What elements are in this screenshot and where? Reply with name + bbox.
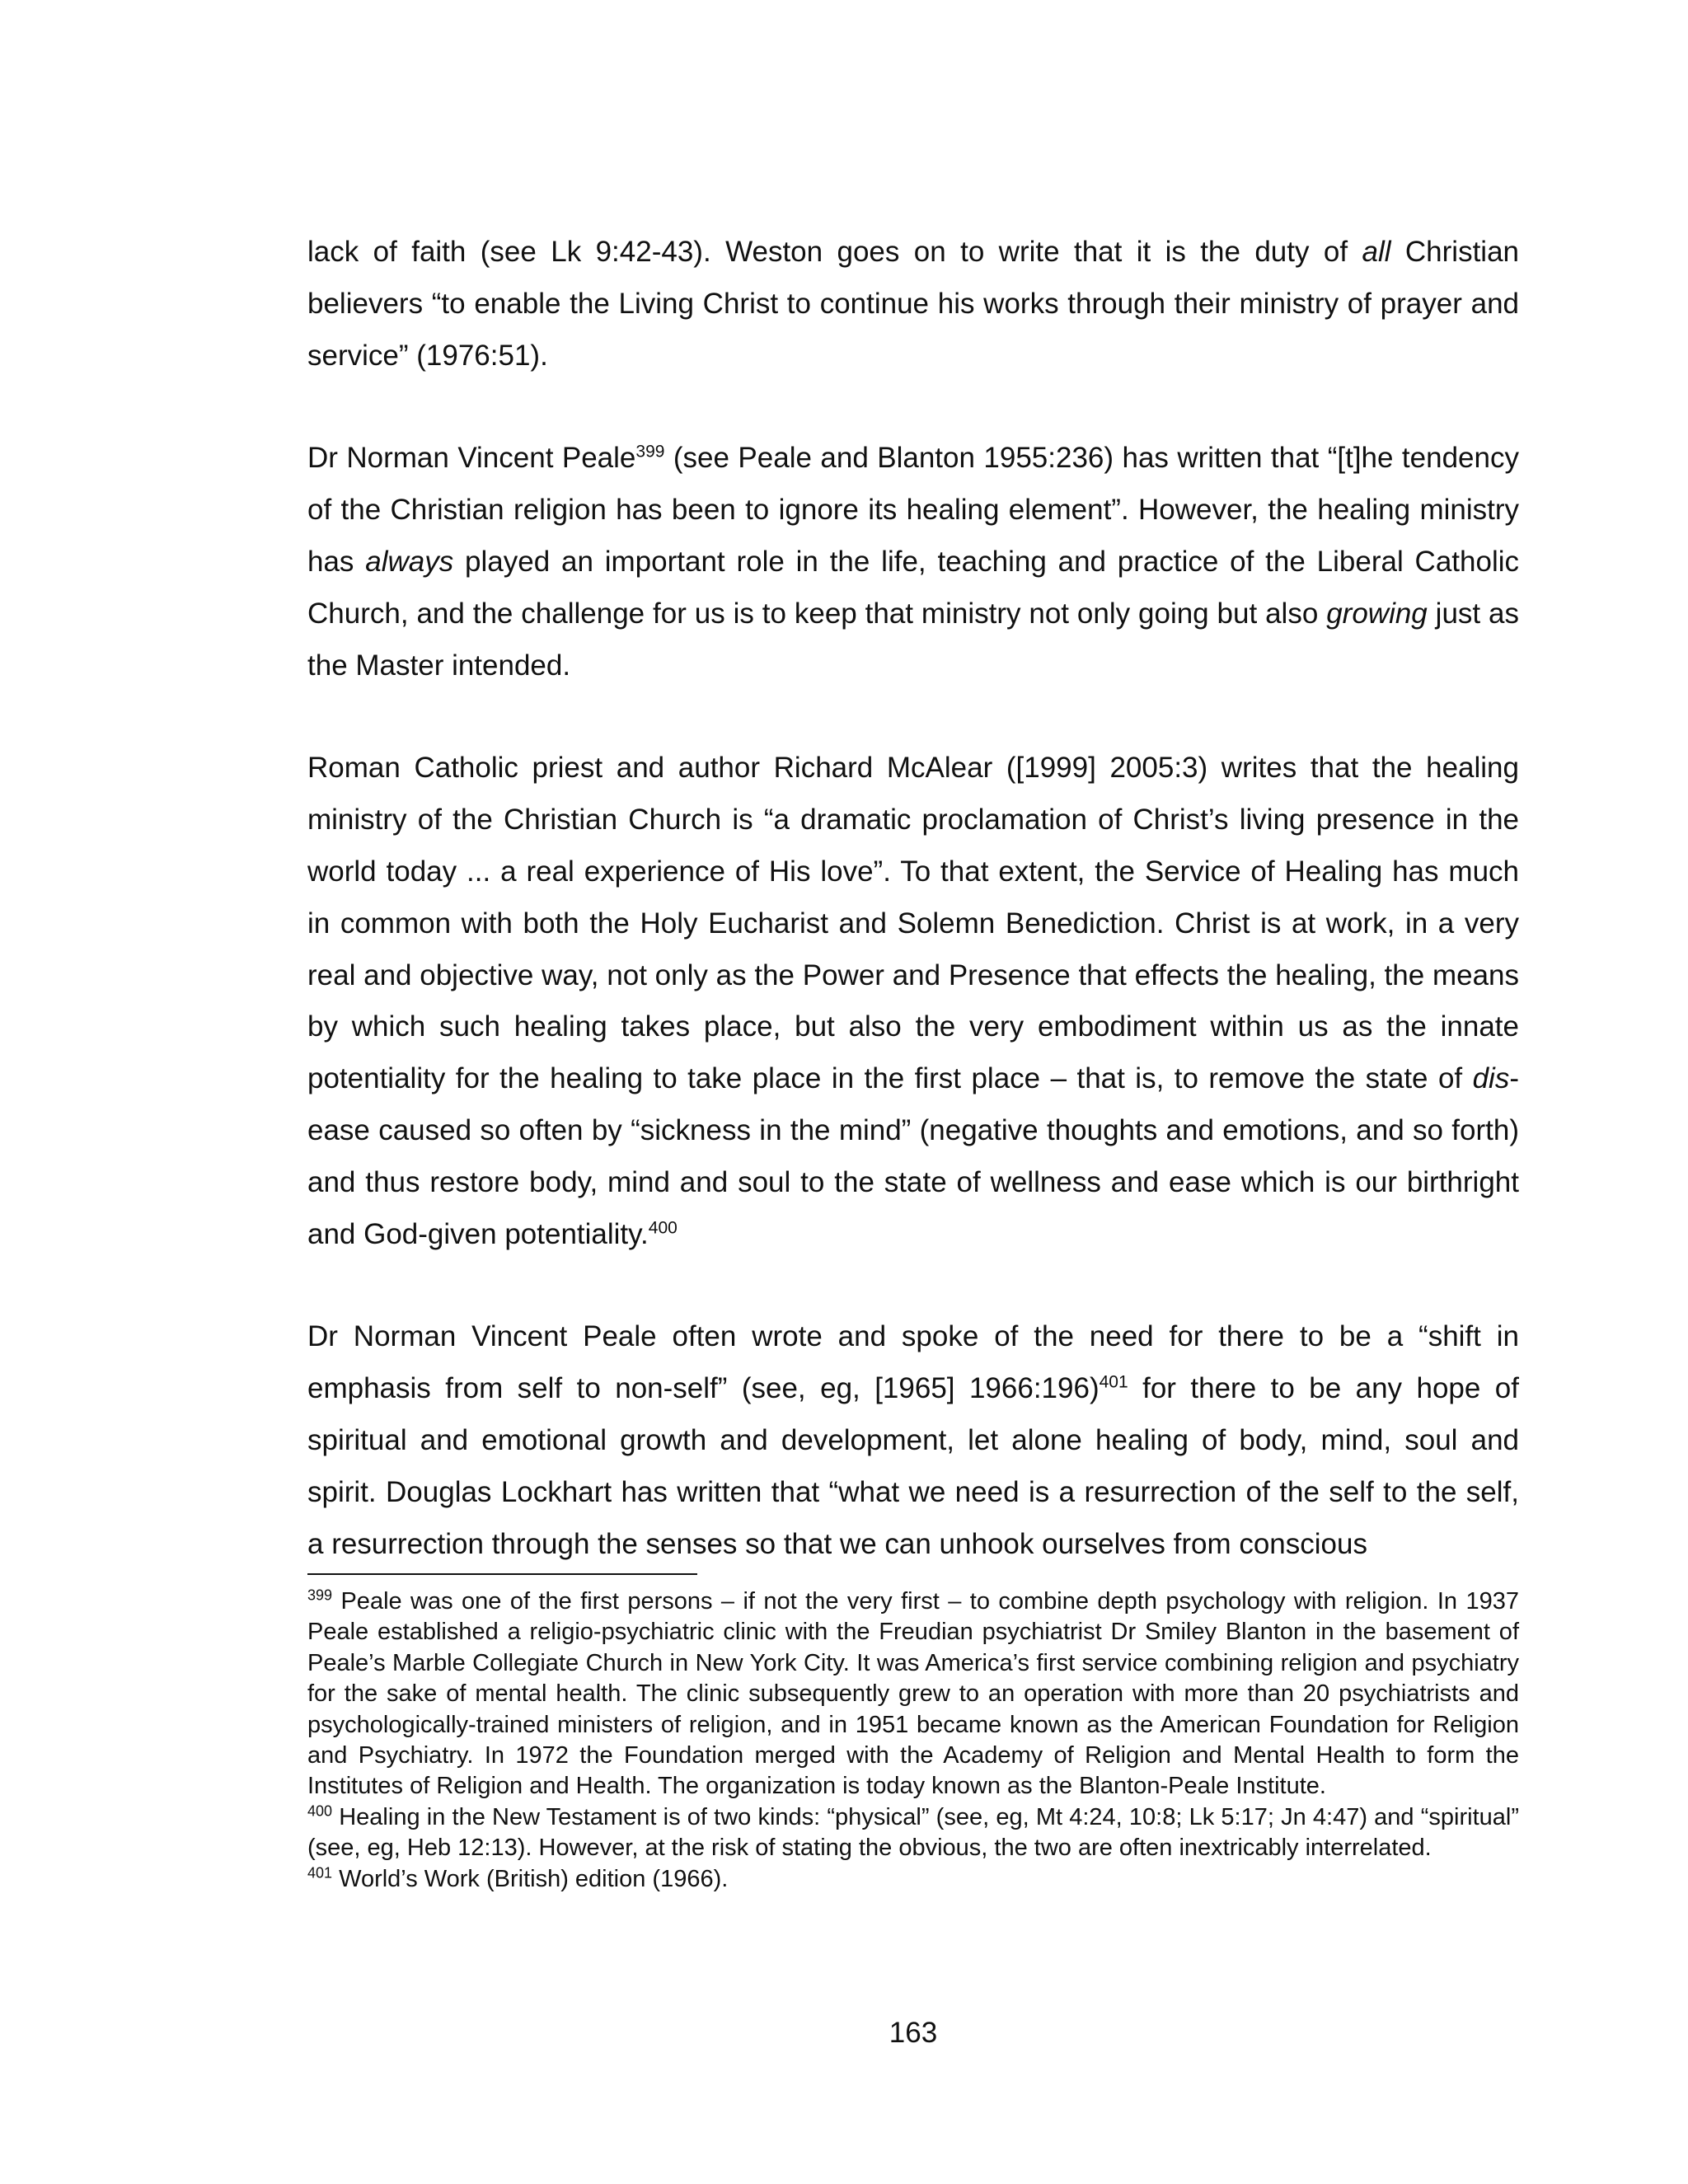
footnote-marker-401: 401 <box>307 1864 333 1881</box>
paragraph-2-text-late: played an important role in the life, teaching and practice of the Liberal Catholic Church, and the challenge for us is to keep that ministry not only going but also <box>307 545 1519 630</box>
footnote-399 <box>307 1586 1519 1802</box>
footnote-401 <box>307 1864 1519 1895</box>
paragraph-1 <box>307 227 1519 382</box>
paragraph-1-text: lack of faith (see Lk 9:42-43). Weston goes on to write that it is the duty of <box>307 236 1362 268</box>
footnote-text-400: Healing in the New Testament is of two kinds: “physical” (see, eg, Mt 4:24, 10:8; Lk 5:17; Jn 4:47) and “spiritual” (see, eg, Heb 12:13). However, at the risk of stating the obvious, the two are often inextricably interrelated. <box>307 1803 1519 1862</box>
italic-dis: dis <box>1472 1062 1510 1095</box>
italic-all: all <box>1362 236 1391 268</box>
paragraph-2-text-end: just as the Master intended. <box>307 597 1519 682</box>
paragraph-3 <box>307 743 1519 1260</box>
footnote-marker-400: 400 <box>307 1802 333 1820</box>
footnote-marker-399: 399 <box>307 1586 333 1604</box>
footnote-text-401: World’s Work (British) edition (1966). <box>332 1865 729 1892</box>
italic-growing: growing <box>1326 597 1428 630</box>
paragraph-3-text: Roman Catholic priest and author Richard McAlear ([1999] 2005:3) writes that the healing ministry of the Christian Church is “a dramatic proclamation of Christ’s living presence in the world today ... a real experience of His love”. To that extent, the Service of Healing has much in common with both the Holy Eucharist and Solemn Benediction. Christ is at work, in a very real and objective way, not only as the Power and Presence that effects the healing, the means by which such healing takes place, but also the very embodiment within us as the innate potentiality for the healing to take place in the first place – that is, to remove the state of <box>307 752 1519 1095</box>
paragraph-2-text-middle: (see Peale and Blanton 1955:236) has written that “[t]he tendency of the Christian religion has been to ignore its healing element”. However, the healing ministry has <box>307 442 1519 578</box>
paragraph-1-text-end: Christian believers “to enable the Living Christ to continue his works through their ministry of prayer and service” (1976:51). <box>307 236 1520 372</box>
footnote-400 <box>307 1802 1519 1864</box>
paragraph-2 <box>307 433 1519 691</box>
paragraph-2-text: Dr Norman Vincent Peale <box>307 442 636 475</box>
footnotes <box>307 1586 1519 1895</box>
paragraph-3-text-end: -ease caused so often by “sickness in the mind” (negative thoughts and emotions, and so forth) and thus restore body, mind and soul to the state of wellness and ease which is our birthright and God-given potentiality. <box>307 1062 1519 1250</box>
footnote-ref-400[interactable]: 400 <box>648 1217 678 1237</box>
paragraph-4-text: Dr Norman Vincent Peale often wrote and spoke of the need for there to be a “shift in emphasis from self to non-self” (see, eg, [1965] 1966:196) <box>307 1320 1519 1405</box>
footnote-ref-401[interactable]: 401 <box>1099 1372 1128 1392</box>
footnote-text-399: Peale was one of the first persons – if not the very first – to combine depth psychology with religion. In 1937 Peale established a religio-psychiatric clinic with the Freudian psychiatrist Dr Smiley Blanton in the basement of Peale’s Marble Collegiate Church in New York City. It was America’s first service combining religion and psychiatry for the sake of mental health. The clinic subsequently grew to an operation with more than 20 psychiatrists and psychologically-trained ministers of religion, and in 1951 became known as the American Foundation for Religion and Psychiatry. In 1972 the Foundation merged with the Academy of Religion and Mental Health to form the Institutes of Religion and Health. The organization is today known as the Blanton-Peale Institute. <box>307 1588 1519 1800</box>
footnote-separator <box>307 1573 697 1575</box>
page-number: 163 <box>889 2017 938 2049</box>
footnote-ref-399[interactable]: 399 <box>635 442 665 462</box>
italic-always: always <box>365 545 454 578</box>
paragraph-4 <box>307 1311 1519 1570</box>
paragraph-4-text-end: for there to be any hope of spiritual and emotional growth and development, let alone healing of body, mind, soul and spirit. Douglas Lockhart has written that “what we need is a resurrection of the self to the self, a resurrection through the senses so that we can unhook ourselves from conscious <box>307 1372 1519 1560</box>
main-text <box>307 227 1519 1570</box>
